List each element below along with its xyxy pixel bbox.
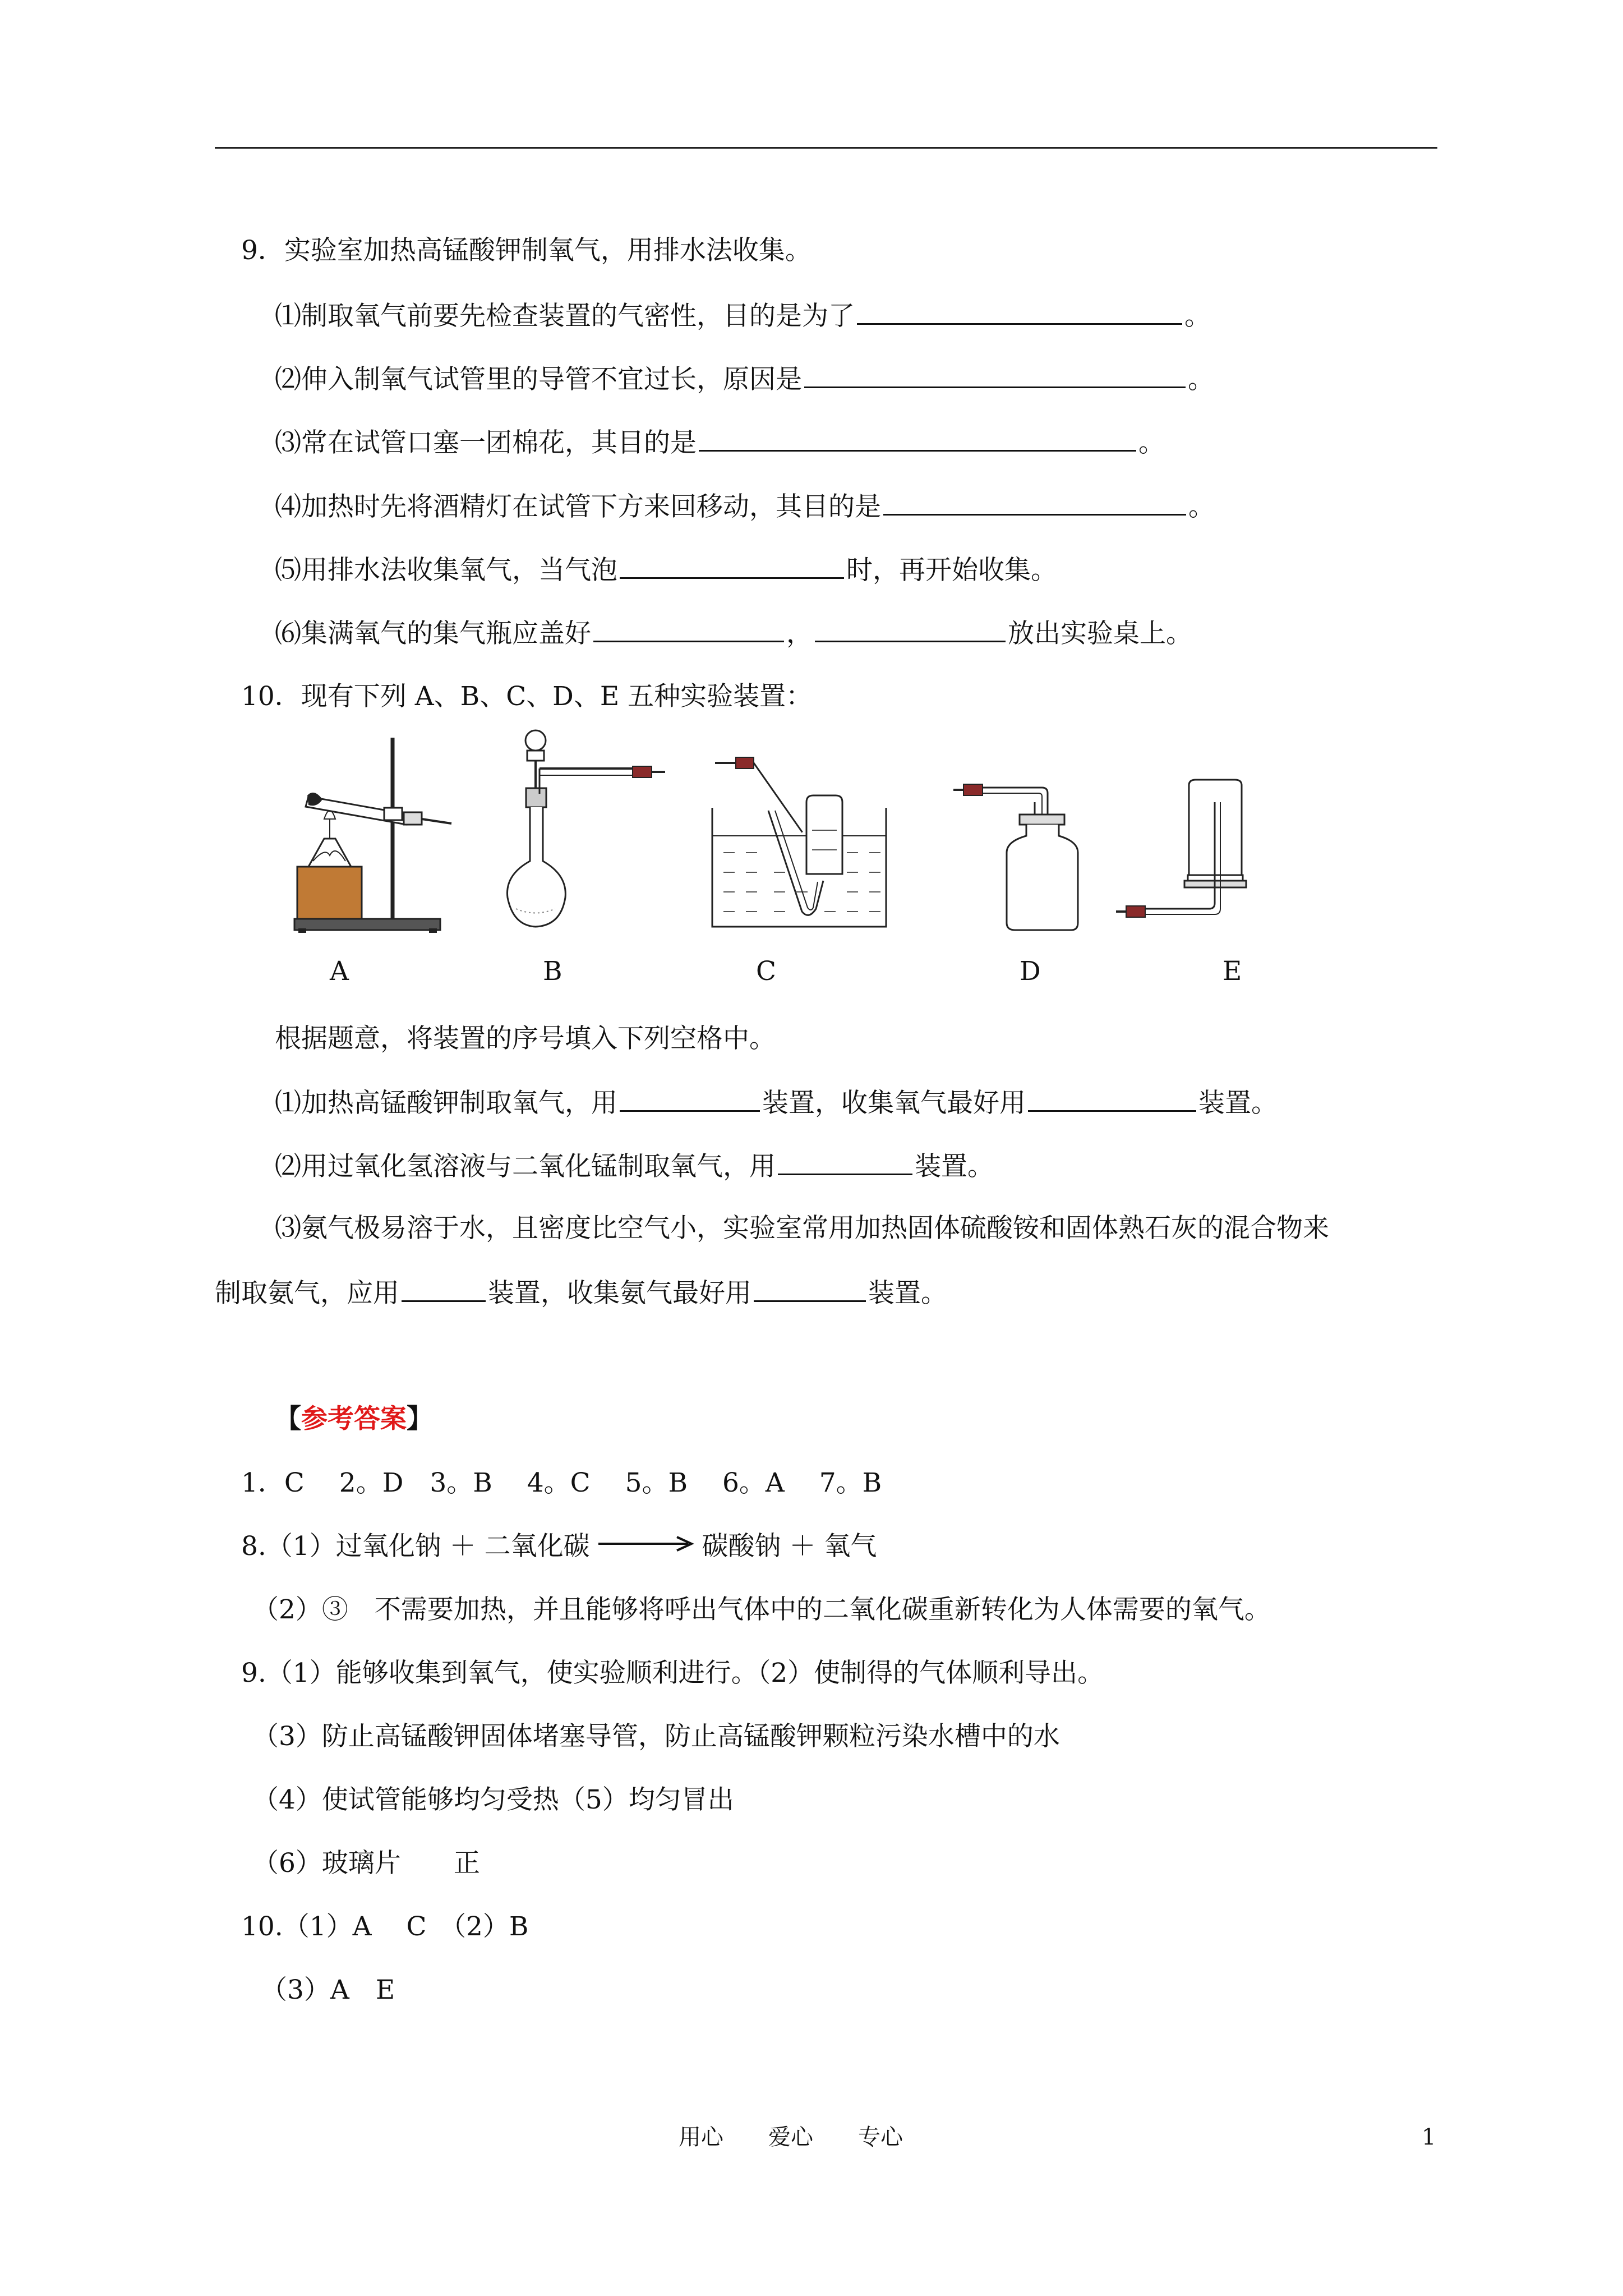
- q9-part1: [275, 298, 1211, 333]
- answer-9-1: 9.（1）能够收集到氧气，使实验顺利进行。（2）使制得的气体顺利导出。: [241, 1658, 1104, 1688]
- q10-part3: ⑶氨气极易溶于水，且密度比空气小，实验室常用加热固体硫酸铵和固体熟石灰的混合物来: [275, 1213, 1329, 1244]
- label-a: A: [330, 956, 349, 987]
- q10-part1-blank1[interactable]: [620, 1085, 760, 1112]
- q9-part5-text: ⑸用排水法收集氧气，当气泡: [275, 555, 617, 586]
- q9-part5-blank[interactable]: [620, 553, 844, 579]
- answer-8-1-reactants: 8.（1）过氧化钠 ＋ 二氧化碳: [241, 1531, 590, 1562]
- q10-part3-blank2[interactable]: [754, 1276, 866, 1302]
- q10-part3-mid: 装置，收集氨气最好用: [488, 1278, 751, 1309]
- apparatus-e: [1116, 780, 1256, 942]
- q9-part5-end: 时，再开始收集。: [846, 555, 1057, 586]
- header-rule: [215, 147, 1437, 149]
- apparatus-d: [953, 780, 1082, 937]
- q9-part5: [275, 553, 1057, 587]
- answer-9-3: （3）防止高锰酸钾固体堵塞导管，防止高锰酸钾颗粒污染水槽中的水: [252, 1721, 1060, 1752]
- answer-9-4: （4）使试管能够均匀受热（5）均匀冒出: [252, 1784, 734, 1815]
- q9-part6-blank2[interactable]: [815, 616, 1006, 642]
- q10-part3-end: 装置。: [868, 1278, 947, 1309]
- q10-title: 10．现有下列 A、B、C、D、E 五种实验装置：: [241, 681, 813, 712]
- answer-title: 参考答案: [301, 1404, 407, 1434]
- answer-8-1: [241, 1530, 877, 1563]
- answer-10-3: （3）A E: [261, 1975, 395, 2005]
- answer-heading: [275, 1402, 433, 1436]
- q9-part3-end: 。: [1138, 427, 1165, 458]
- apparatus-b: [499, 724, 667, 937]
- q10-part3-text: 制取氨气，应用: [215, 1278, 399, 1309]
- q9-part6-end: 放出实验桌上。: [1008, 618, 1192, 649]
- q9-part6: [275, 616, 1192, 651]
- q10-part1-end: 装置。: [1198, 1088, 1278, 1119]
- label-d: D: [1020, 956, 1041, 987]
- q9-part2-end: 。: [1188, 364, 1214, 395]
- q9-part2-blank[interactable]: [804, 362, 1186, 388]
- label-c: C: [756, 956, 776, 987]
- answer-8-1-products: 碳酸钠 ＋ 氧气: [702, 1531, 877, 1562]
- q10-part2-end: 装置。: [915, 1151, 994, 1182]
- q9-part4-text: ⑷加热时先将酒精灯在试管下方来回移动，其目的是: [275, 491, 881, 522]
- apparatus-c: [712, 757, 903, 937]
- reaction-arrow-icon: [598, 1537, 694, 1559]
- q9-part3-blank[interactable]: [699, 425, 1136, 452]
- q9-part6-blank1[interactable]: [593, 616, 784, 642]
- label-b: B: [543, 956, 562, 987]
- q9-part3-text: ⑶常在试管口塞一团棉花，其目的是: [275, 427, 697, 458]
- footer-motto: 用心 爱心 专心: [679, 2124, 903, 2150]
- label-e: E: [1223, 956, 1242, 987]
- answer-bracket-right: 】: [407, 1404, 433, 1434]
- q9-part2-text: ⑵伸入制氧气试管里的导管不宜过长，原因是: [275, 364, 802, 395]
- answer-bracket-left: 【: [275, 1404, 301, 1434]
- q9-part6-comma: ，: [786, 618, 813, 649]
- q9-part3: [275, 425, 1165, 460]
- answer-1-7: 1．C 2。D 3。B 4。C 5。B 6。A 7。B: [241, 1467, 882, 1498]
- answer-9-6: （6）玻璃片 正: [252, 1848, 480, 1879]
- q10-instruction: 根据题意，将装置的序号填入下列空格中。: [275, 1023, 776, 1054]
- q9-title: 9．实验室加热高锰酸钾制氧气，用排水法收集。: [241, 235, 811, 266]
- q10-part1-blank2[interactable]: [1028, 1085, 1196, 1112]
- page-number: 1: [1422, 2124, 1436, 2150]
- q10-part2-blank[interactable]: [778, 1149, 912, 1175]
- q9-part1-blank[interactable]: [857, 298, 1182, 325]
- answer-8-2: （2）③ 不需要加热，并且能够将呼出气体中的二氧化碳重新转化为人体需要的氧气。: [252, 1594, 1271, 1625]
- q9-part4: [275, 489, 1215, 524]
- q9-part6-text: ⑹集满氧气的集气瓶应盖好: [275, 618, 591, 649]
- q10-part1: [275, 1085, 1278, 1120]
- q10-part2-text: ⑵用过氧化氢溶液与二氧化锰制取氧气，用: [275, 1151, 776, 1182]
- answer-10-1: 10.（1）A C （2）B: [241, 1911, 529, 1942]
- q10-part2: [275, 1149, 994, 1184]
- q10-part1-mid: 装置，收集氧气最好用: [762, 1088, 1026, 1119]
- q10-part1-text: ⑴加热高锰酸钾制取氧气，用: [275, 1088, 617, 1119]
- q9-part4-end: 。: [1188, 491, 1215, 522]
- q9-part1-end: 。: [1184, 301, 1211, 332]
- apparatus-a: [292, 729, 454, 931]
- q10-part3-blank1[interactable]: [402, 1276, 486, 1302]
- q9-part2: [275, 362, 1214, 397]
- q9-part4-blank[interactable]: [883, 489, 1186, 516]
- q9-part1-text: ⑴制取氧气前要先检查装置的气密性，目的是为了: [275, 301, 855, 332]
- q10-part3-cont: [215, 1276, 947, 1310]
